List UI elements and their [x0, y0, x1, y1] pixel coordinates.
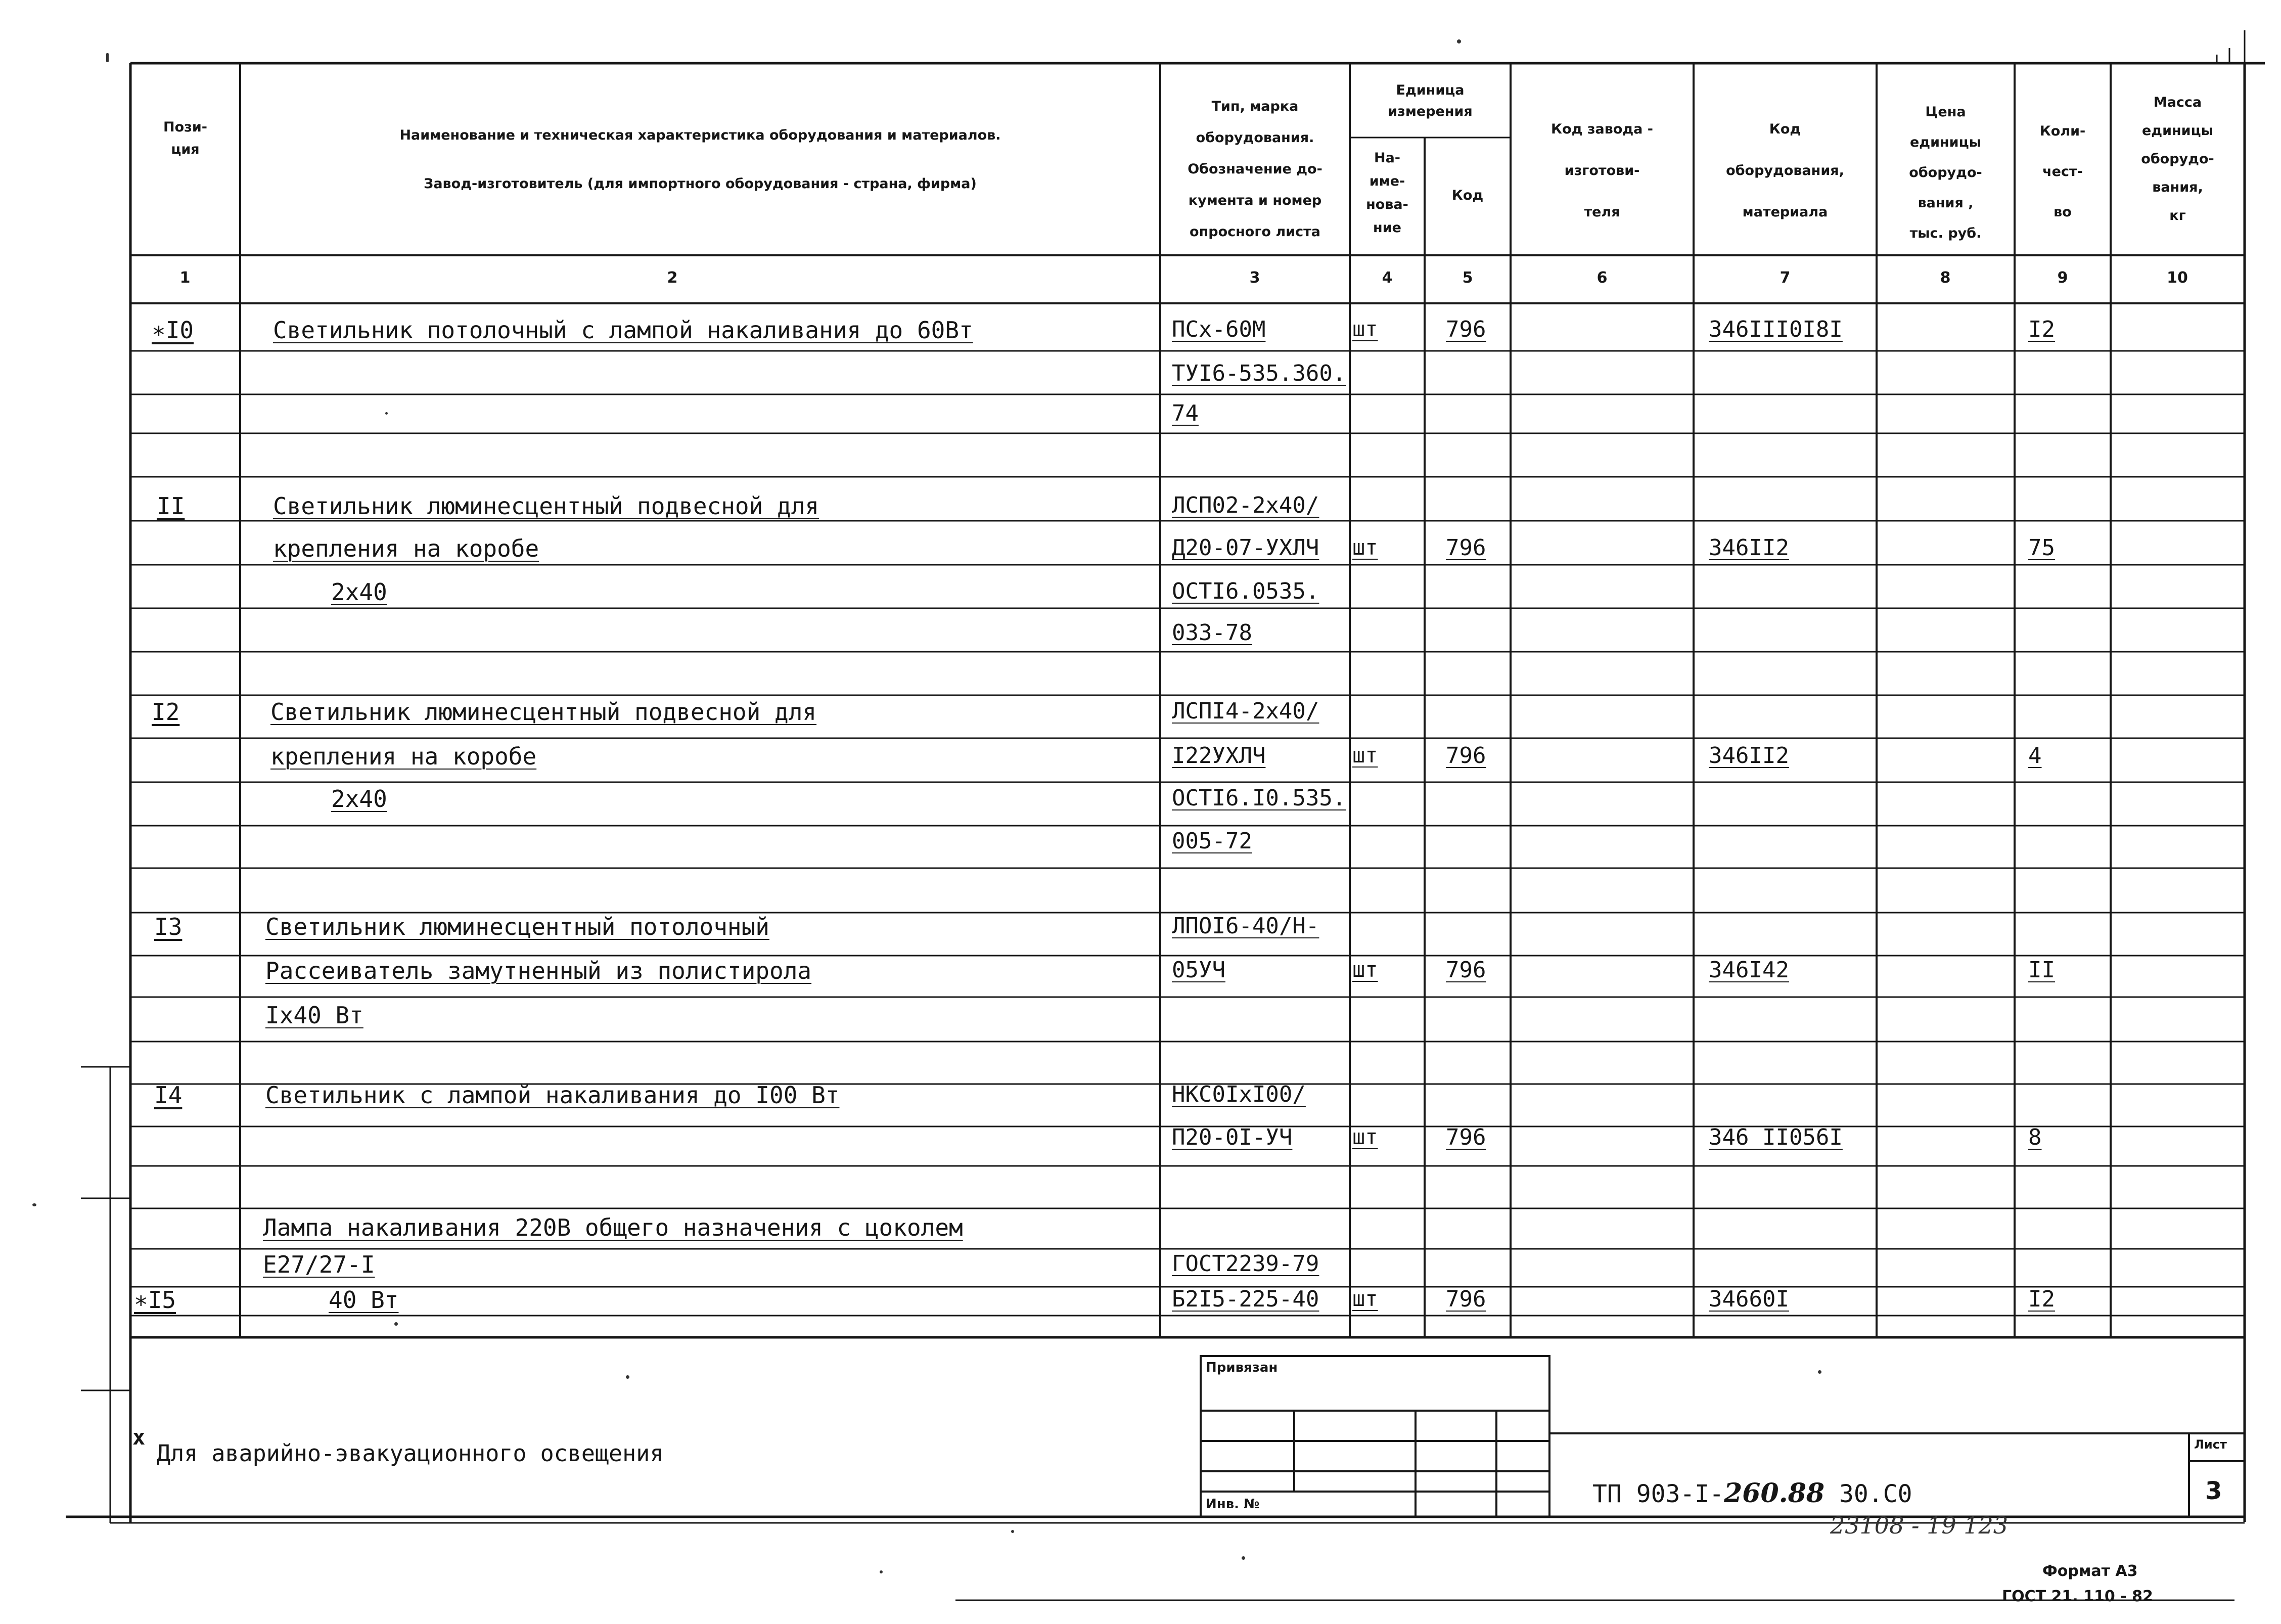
cell-unit: шт — [1352, 317, 1378, 341]
cell-unit: шт — [1352, 535, 1378, 560]
gost-label: ГОСТ 21. 110 - 82 — [2002, 1588, 2153, 1605]
cell-qty: 75 — [2028, 535, 2055, 561]
cell-code: 796 — [1446, 1124, 1486, 1150]
cell-mat: 346 II056I — [1709, 1124, 1843, 1150]
note-mark: x — [132, 1425, 146, 1450]
cell-unit: шт — [1352, 743, 1378, 768]
cell-mat: 346II2 — [1709, 743, 1789, 769]
cell-pos: I2 — [152, 698, 180, 726]
cell-qty: 8 — [2028, 1124, 2042, 1150]
colnum-5: 5 — [1462, 269, 1473, 287]
cell-unit: шт — [1352, 1286, 1378, 1311]
sheet-label: Лист — [2194, 1437, 2227, 1452]
cell-mat: 34660I — [1709, 1286, 1789, 1312]
cell-name: крепления на коробе — [270, 743, 537, 770]
cell-code: 796 — [1446, 535, 1486, 561]
cell-type: ЛПОI6-40/Н- — [1172, 913, 1319, 939]
document-suffix: 30.С0 — [1824, 1480, 1912, 1508]
colnum-1: 1 — [179, 269, 191, 287]
cell-type: 74 — [1172, 400, 1199, 426]
colnum-3: 3 — [1249, 269, 1260, 287]
scan-speck — [880, 1570, 883, 1573]
cell-type: ГОСТ2239-79 — [1172, 1251, 1319, 1277]
document-code-handwritten: 260.88 — [1724, 1478, 1825, 1509]
scan-speck — [1457, 39, 1461, 43]
cell-type: 05УЧ — [1172, 957, 1225, 983]
cell-code: 796 — [1446, 743, 1486, 769]
cell-type: ЛСП02-2х40/ — [1172, 492, 1319, 518]
colnum-10: 10 — [2167, 269, 2188, 287]
scan-speck — [385, 412, 388, 415]
cell-mat: 346II2 — [1709, 535, 1789, 561]
scan-speck — [106, 53, 109, 62]
privyazan-label: Привязан — [1206, 1360, 1278, 1375]
colnum-4: 4 — [1382, 269, 1393, 287]
colnum-8: 8 — [1940, 269, 1951, 287]
scan-speck — [1011, 1530, 1014, 1533]
cell-pos: I4 — [154, 1081, 183, 1109]
colnum-9: 9 — [2057, 269, 2068, 287]
scan-speck — [394, 1322, 398, 1326]
cell-type: I22УХЛЧ — [1172, 743, 1266, 769]
cell-name: Светильник потолочный с лампой накаливания до 60Вт — [273, 317, 973, 344]
scan-speck — [626, 1375, 629, 1379]
cell-type: ТУI6-535.360. — [1172, 360, 1346, 386]
cell-type: ЛСПI4-2х40/ — [1172, 698, 1319, 724]
cell-type: НКС0IхI00/ — [1172, 1081, 1306, 1107]
cell-qty: II — [2028, 957, 2055, 983]
handwritten-archive-number: 23108 - 19 123 — [1830, 1512, 2009, 1539]
format-label: Формат А3 — [2042, 1562, 2138, 1580]
cell-name: Светильник люминесцентный потолочный — [265, 913, 769, 940]
cell-type: ПСх-60М — [1172, 317, 1266, 342]
cell-name: Iх40 Вт — [265, 1002, 363, 1029]
cell-qty: 4 — [2028, 743, 2042, 769]
scan-speck — [32, 1203, 36, 1206]
cell-name: Лампа накаливания 220В общего назначения с цоколем — [263, 1214, 963, 1241]
colnum-6: 6 — [1596, 269, 1608, 287]
scan-speck — [1242, 1556, 1245, 1560]
header-equipment-code: Код оборудования, материала — [1726, 121, 1844, 220]
cell-mat: 346I42 — [1709, 957, 1789, 983]
cell-name: 2х40 — [331, 785, 387, 813]
cell-code: 796 — [1446, 1286, 1486, 1312]
cell-type: ОСТI6.I0.535. — [1172, 785, 1346, 811]
header-unit-code: Код — [1451, 188, 1484, 203]
cell-pos: ∗I5 — [134, 1286, 176, 1314]
cell-pos: II — [157, 492, 185, 520]
cell-name: Рассеиватель замутненный из полистирола — [265, 957, 812, 984]
cell-type: 033-78 — [1172, 620, 1252, 646]
cell-name: 40 Вт — [329, 1286, 399, 1314]
cell-name: Е27/27-I — [263, 1251, 375, 1278]
cell-name: Светильник с лампой накаливания до I00 Вт — [265, 1081, 840, 1109]
cell-type: Б2I5-225-40 — [1172, 1286, 1319, 1312]
colnum-2: 2 — [667, 269, 678, 287]
colnum-7: 7 — [1780, 269, 1791, 287]
footnote: Для аварийно-эвакуационного освещения — [157, 1440, 664, 1467]
cell-name: Светильник люминесцентный подвесной для — [270, 698, 817, 726]
inventory-label: Инв. № — [1206, 1497, 1260, 1512]
document-prefix: ТП 903-I- — [1592, 1480, 1724, 1508]
header-mass: Масса единицы оборудо- вания, кг — [2141, 95, 2214, 223]
cell-name: 2х40 — [331, 578, 387, 606]
cell-type: ОСТI6.0535. — [1172, 578, 1319, 604]
cell-unit: шт — [1352, 1124, 1378, 1149]
header-price: Цена единицы оборудо- вания , тыс. руб. — [1909, 104, 1982, 241]
cell-unit: шт — [1352, 957, 1378, 982]
document-code — [1592, 1480, 1912, 1507]
cell-type: 005-72 — [1172, 828, 1252, 854]
cell-pos: ∗I0 — [152, 317, 194, 344]
scan-speck — [1818, 1370, 1821, 1374]
cell-type: П20-0I-УЧ — [1172, 1124, 1293, 1150]
header-unit-name: На- име- нова- ние — [1366, 150, 1408, 236]
header-type: Тип, марка оборудования. Обозначение до- кумента и номер опросного листа — [1188, 99, 1322, 240]
header-factory-code: Код завода - изготови- теля — [1551, 121, 1653, 220]
cell-name: крепления на коробе — [273, 535, 539, 562]
cell-pos: I3 — [154, 913, 183, 940]
cell-type: Д20-07-УХЛЧ — [1172, 535, 1319, 561]
cell-mat: 346III0I8I — [1709, 317, 1843, 342]
header-name: Наименование и техническая характеристика оборудования и материалов. Завод-изготовитель (для импортного оборудования - страна, фирма) — [399, 127, 1001, 192]
header-position: Пози- ция — [163, 119, 207, 157]
cell-code: 796 — [1446, 957, 1486, 983]
sheet-number: 3 — [2205, 1477, 2222, 1505]
header-unit-group: Единица измерения — [1388, 82, 1473, 119]
cell-qty: I2 — [2028, 1286, 2055, 1312]
header-quantity: Коли- чест- во — [2039, 123, 2086, 220]
cell-code: 796 — [1446, 317, 1486, 342]
cell-name: Светильник люминесцентный подвесной для — [273, 492, 819, 520]
cell-qty: I2 — [2028, 317, 2055, 342]
